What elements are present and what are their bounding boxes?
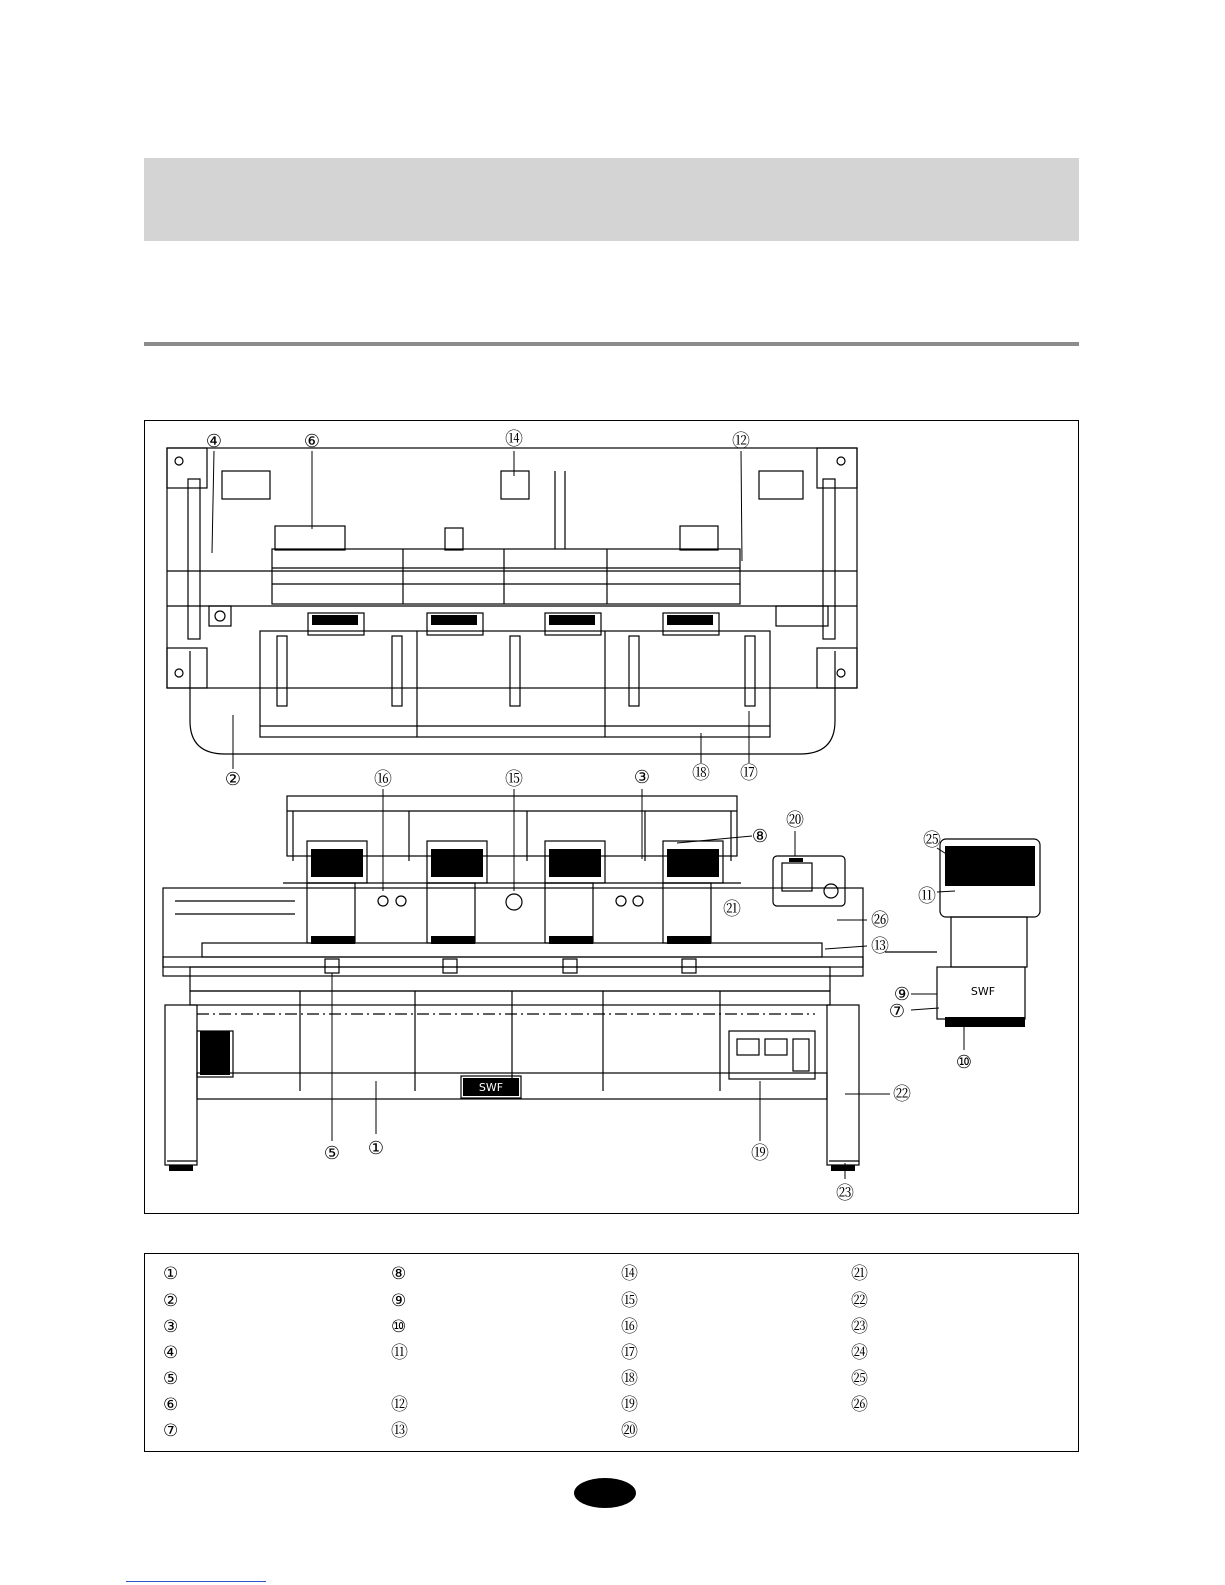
callout-6: ⑥ — [303, 431, 321, 452]
legend-item-7: ⑦ — [163, 1421, 179, 1441]
callout-3: ③ — [633, 767, 651, 788]
legend-item-12: ⑫ — [391, 1395, 408, 1415]
legend-item-21: ㉑ — [851, 1264, 868, 1284]
callout-19: ⑲ — [751, 1143, 769, 1164]
legend-item-16: ⑯ — [621, 1317, 638, 1337]
legend-item-25: ㉕ — [851, 1369, 868, 1389]
clamps — [325, 959, 696, 973]
legend-item-13: ⑬ — [391, 1421, 408, 1441]
callout-1: ① — [367, 1138, 385, 1159]
callout-21: ㉑ — [723, 899, 741, 920]
legend-item-14: ⑭ — [621, 1264, 638, 1284]
callout-2: ② — [224, 769, 242, 790]
top-heads — [308, 613, 719, 635]
callout-9: ⑨ — [893, 984, 911, 1005]
callout-25: ㉕ — [923, 830, 941, 851]
legend-item-15: ⑮ — [621, 1291, 638, 1311]
legend-item-23: ㉓ — [851, 1317, 868, 1337]
legend-item-11: ⑪ — [391, 1343, 408, 1363]
page-number-badge — [574, 1478, 636, 1508]
callout-14: ⑭ — [505, 429, 523, 450]
right-leg — [827, 1005, 859, 1165]
callout-20: ⑳ — [786, 810, 804, 831]
callout-4: ④ — [205, 431, 223, 452]
section-divider — [144, 342, 1079, 346]
callout-12: ⑫ — [732, 431, 750, 452]
legend-item-8: ⑧ — [391, 1264, 407, 1284]
callout-15: ⑮ — [505, 769, 523, 790]
legend-item-9: ⑨ — [391, 1291, 407, 1311]
legend-item-10: ⑩ — [391, 1317, 407, 1337]
brand-badge: SWF — [478, 1081, 504, 1094]
legend-item-5: ⑤ — [163, 1369, 179, 1389]
legend-item-22: ㉒ — [851, 1291, 868, 1311]
legend-item-3: ③ — [163, 1317, 179, 1337]
thread-stand-bar — [287, 796, 737, 856]
callout-8: ⑧ — [751, 826, 769, 847]
callout-16: ⑯ — [374, 769, 392, 790]
parts-legend — [144, 1253, 1079, 1452]
callout-10: ⑩ — [955, 1052, 973, 1073]
callout-23: ㉓ — [836, 1183, 854, 1204]
legend-item-2: ② — [163, 1291, 179, 1311]
legend-item-26: ㉖ — [851, 1395, 868, 1415]
callout-5: ⑤ — [323, 1143, 341, 1164]
callout-13: ⑬ — [871, 936, 889, 957]
callout-26: ㉖ — [871, 910, 889, 931]
callout-17: ⑰ — [740, 763, 758, 784]
callout-7: ⑦ — [888, 1001, 906, 1022]
legend-item-1: ① — [163, 1264, 179, 1284]
callout-11: ⑪ — [918, 886, 936, 907]
legend-item-6: ⑥ — [163, 1395, 179, 1415]
legend-item-17: ⑰ — [621, 1343, 638, 1363]
footer-link-underline[interactable] — [126, 1581, 266, 1582]
callout-22: ㉒ — [893, 1084, 911, 1105]
machine-diagram — [144, 420, 1079, 1214]
legend-item-20: ⑳ — [621, 1421, 638, 1441]
machine-drawing — [145, 421, 1078, 1213]
section-header-band — [144, 158, 1079, 241]
leader-lines — [212, 451, 964, 1179]
legend-item-19: ⑲ — [621, 1395, 638, 1415]
legend-item-24: ㉔ — [851, 1343, 868, 1363]
brand-badge-detail: SWF — [970, 985, 996, 998]
callout-18: ⑱ — [692, 763, 710, 784]
legend-item-18: ⑱ — [621, 1369, 638, 1389]
legend-item-4: ④ — [163, 1343, 179, 1363]
left-leg — [165, 1005, 197, 1165]
